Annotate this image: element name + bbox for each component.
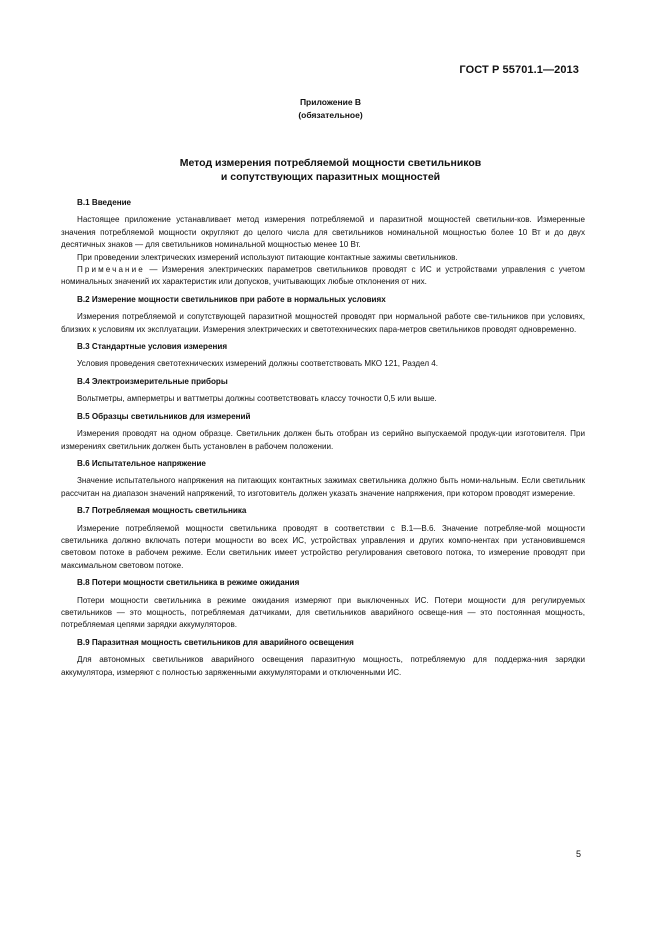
paragraph: Настоящее приложение устанавливает метод измерения потребляемой и паразитной мощностей светильни-ков. Измеренные значения потребляемой мощности округляют до целого числа для светильников номинальной мощностью более 10 Вт и до двух десятичных знаков — для светильников номинальной мощностью менее 10 Вт. bbox=[61, 215, 585, 250]
section-heading: В.6 Испытательное напряжение bbox=[77, 458, 206, 468]
section-heading: В.7 Потребляемая мощность светильника bbox=[77, 506, 247, 516]
note bbox=[61, 264, 585, 289]
standard-designation: ГОСТ Р 55701.1—2013 bbox=[459, 64, 579, 76]
note-label: Примечание bbox=[77, 265, 145, 275]
document-title-line-1: Метод измерения потребляемой мощности светильников bbox=[179, 157, 482, 169]
paragraph: Значение испытательного напряжения на питающих контактных зажимах светильника должно быть номи-нальным. Если светильник рассчитан на диапазон значений напряжений, то изготовитель должен указать значение напряжения, при котором проводят измерение. bbox=[61, 476, 585, 498]
page-number: 5 bbox=[575, 849, 581, 859]
paragraph: Потери мощности светильника в режиме ожидания измеряют при выключенных ИС. Потери мощности для регулируемых светильников — это мощность, потребляемая датчиками, для светильников аварийного освеще-ния — это постоянная мощность, потребляемая цепями зарядки аккумуляторов. bbox=[61, 595, 585, 630]
paragraph: При проведении электрических измерений используют питающие контактные зажимы светильников. bbox=[77, 252, 458, 262]
section-b8 bbox=[61, 577, 585, 632]
section-heading: В.1 Введение bbox=[77, 198, 132, 207]
section-b4 bbox=[61, 376, 585, 406]
annex-title: Приложение В bbox=[299, 97, 362, 107]
section-heading: В.8 Потери мощности светильника в режиме ожидания bbox=[77, 578, 300, 588]
document-title-line-2: и сопутствующих паразитных мощностей bbox=[220, 171, 441, 183]
section-b3 bbox=[61, 341, 585, 371]
annex-status: (обязательное) bbox=[298, 110, 363, 120]
paragraph: Для автономных светильников аварийного освещения паразитную мощность, потребляемую для поддержа-ния зарядки аккумулятора, измеряют с полностью заряженными аккумуляторами и отключенными ИС. bbox=[61, 655, 585, 677]
paragraph: Измерения потребляемой и сопутствующей паразитной мощностей проводят при нормальной работе све-тильников при условиях, близких к условиям их эксплуатации. Измерения электрических и светотехнических пара-метров светильников проводят одновременно. bbox=[61, 312, 585, 334]
note-text: — Измерения электрических параметров светильников проводят с ИС и устройствами управления с учетом номинальных значений их характеристик или допусков, учитывающих любые отклонения от них. bbox=[61, 265, 585, 287]
document-body bbox=[61, 197, 585, 679]
section-heading: В.3 Стандартные условия измерения bbox=[77, 342, 228, 352]
section-b6 bbox=[61, 458, 585, 500]
section-heading: В.9 Паразитная мощность светильников для аварийного освещения bbox=[77, 637, 354, 647]
section-heading: В.2 Измерение мощности светильников при работе в нормальных условиях bbox=[77, 294, 386, 304]
paragraph: Вольтметры, амперметры и ваттметры должны соответствовать классу точности 0,5 или выше. bbox=[77, 394, 437, 404]
paragraph: Измерение потребляемой мощности светильника проводят в соответствии с В.1—В.6. Значение потребляе-мой мощности светильника должно включать потери мощности во всех ИС, устройствах управления и других компо-нентах при установившемся световом потоке в рабочем режиме. Если светильник имеет устройство регулирования светового потока, то измерение проводят при максимальном световом потоке. bbox=[61, 523, 585, 570]
section-heading: В.4 Электроизмерительные приборы bbox=[77, 376, 228, 386]
paragraph: Условия проведения светотехнических измерений должны соответствовать МКО 121, Раздел 4. bbox=[77, 359, 439, 369]
section-b1 bbox=[61, 197, 585, 289]
section-b9 bbox=[61, 637, 585, 679]
section-heading: В.5 Образцы светильников для измерений bbox=[77, 411, 251, 421]
section-b5 bbox=[61, 411, 585, 453]
section-b7 bbox=[61, 505, 585, 572]
paragraph: Измерения проводят на одном образце. Светильник должен быть отобран из серийно выпускаемой продук-ции изготовителя. При измерениях светильник должен быть установлен в рабочем положении. bbox=[61, 429, 585, 451]
section-b2 bbox=[61, 294, 585, 336]
